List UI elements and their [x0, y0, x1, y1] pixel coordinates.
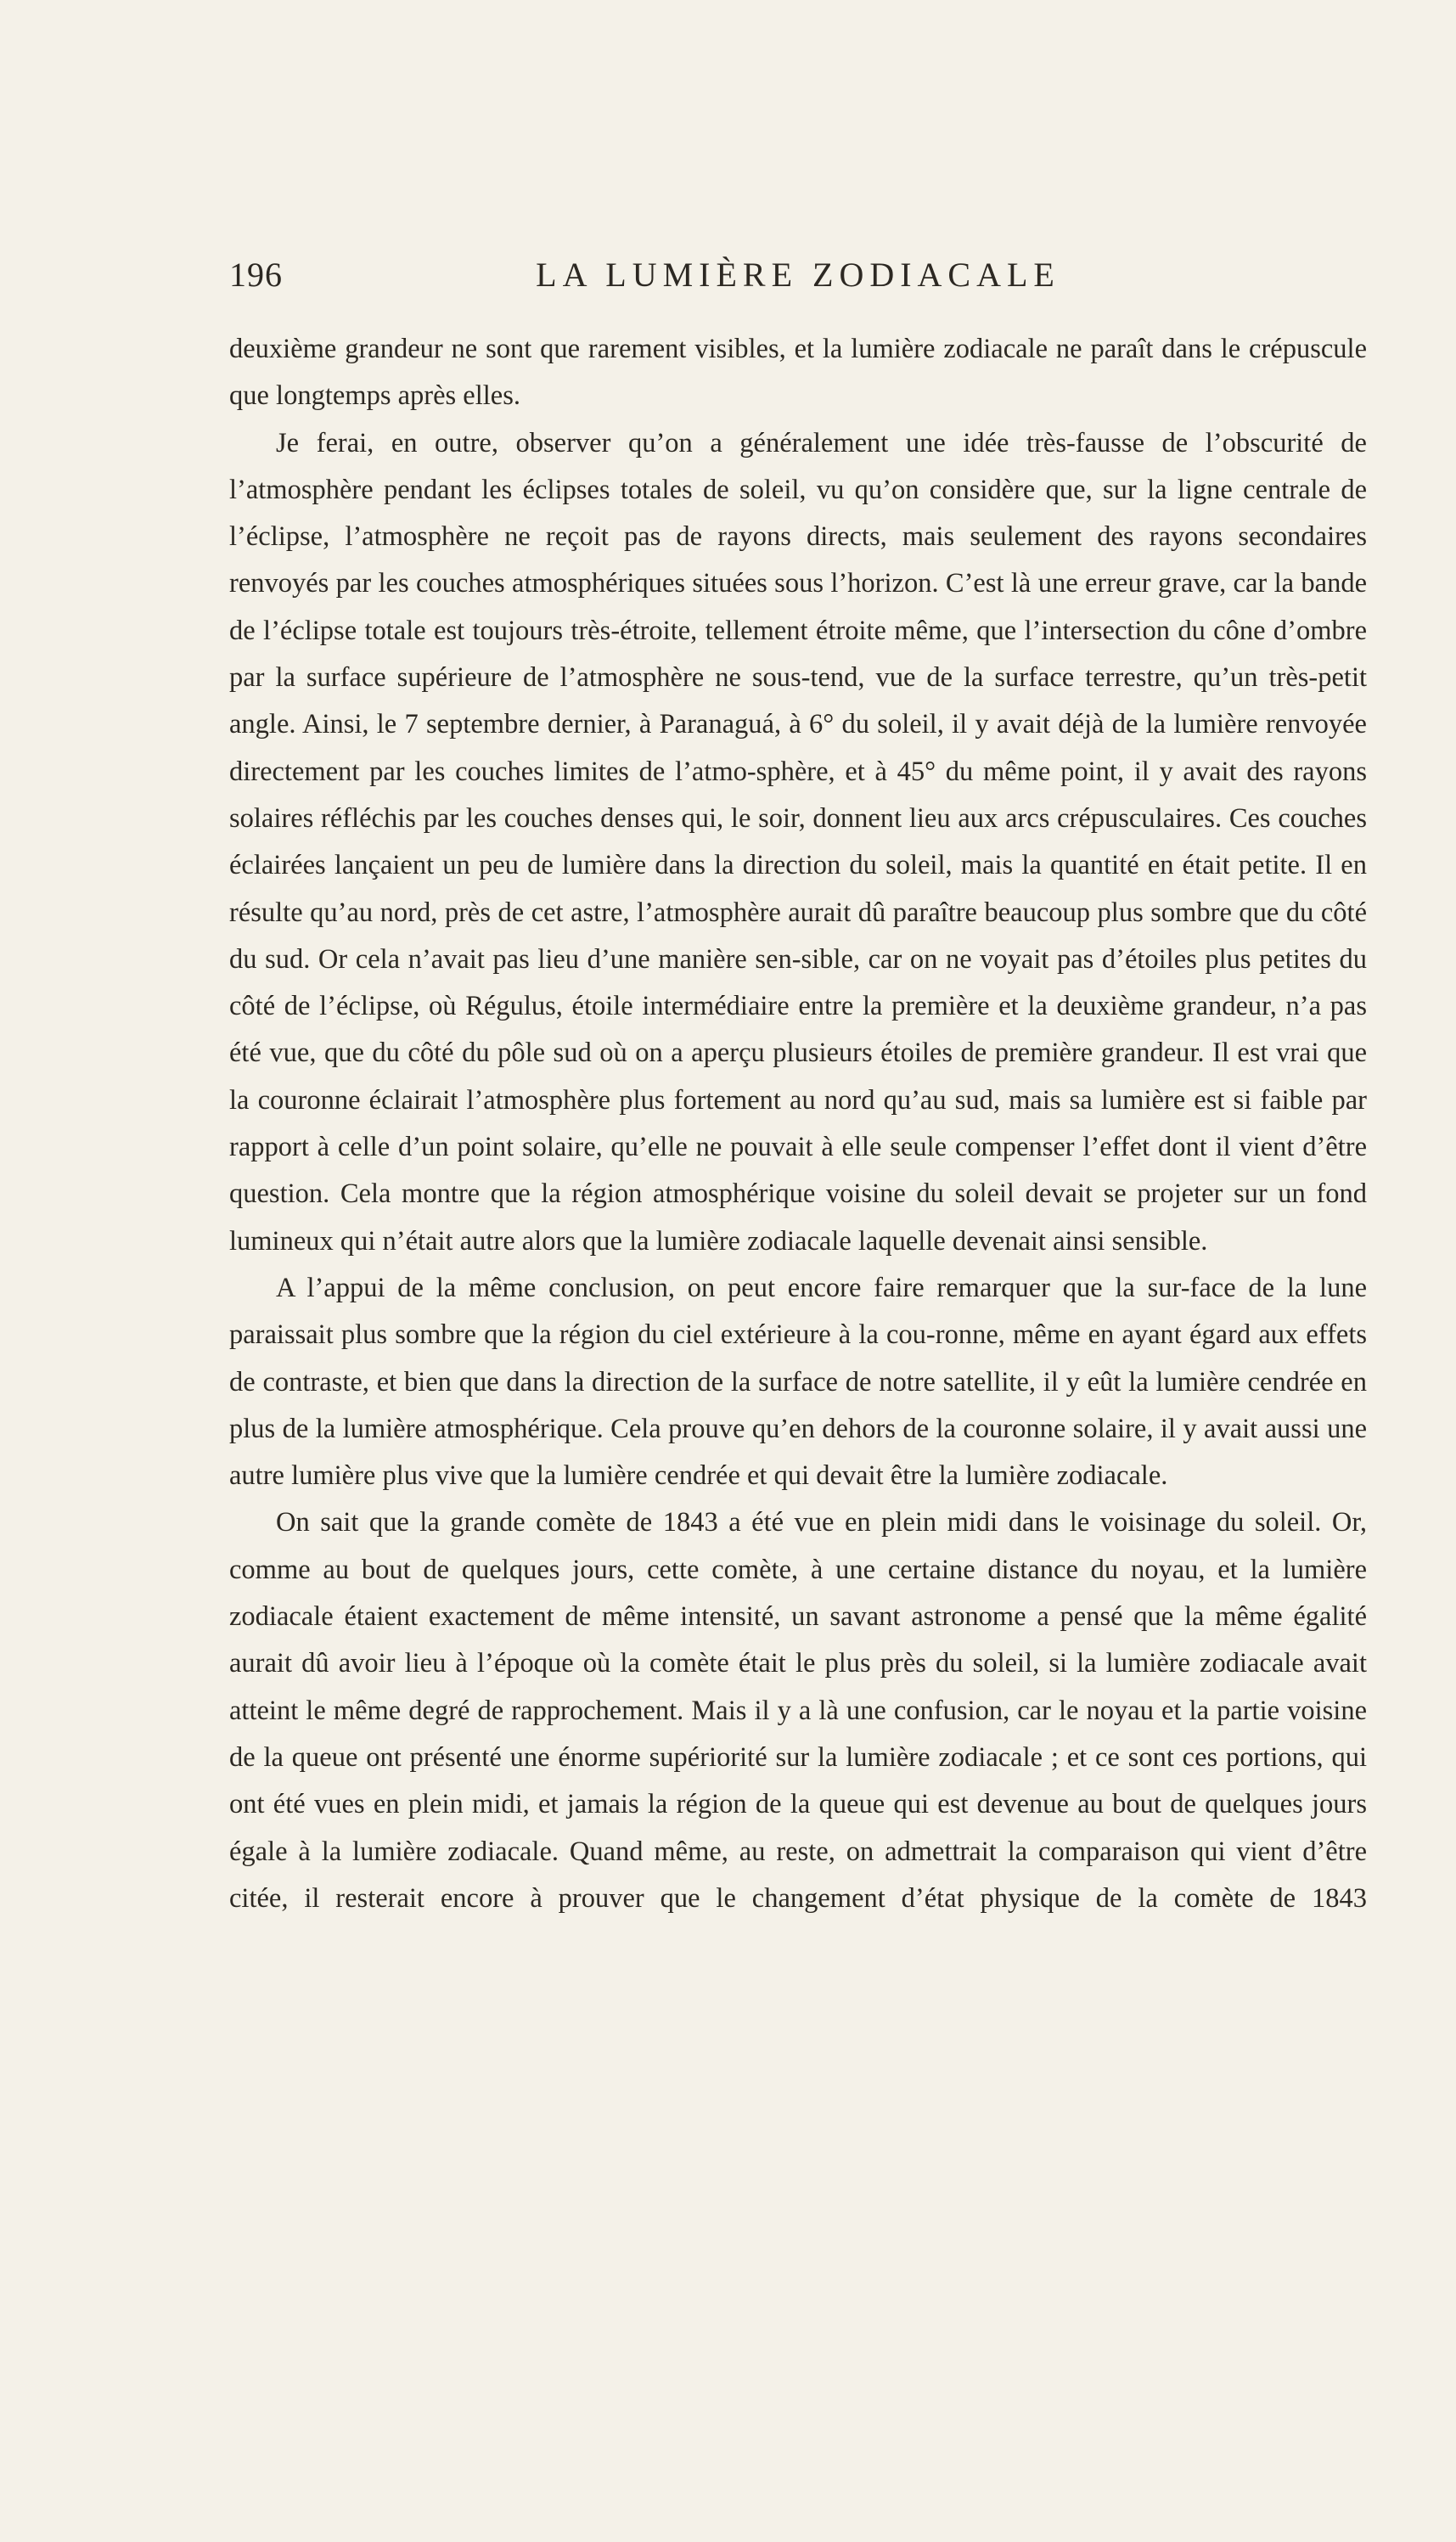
paragraph: A l’appui de la même conclusion, on peut encore faire remarquer que la sur-face de la lune paraissait plus sombre que la région du ciel extérieure à la cou-ronne, même en ayant égard aux effets de contraste, et bien que dans la direction de la surface de notre satellite, il y eût la lumière cendrée en plus de la lumière atmosphérique. Cela prouve qu’en dehors de la couronne solaire, il y avait aussi une autre lumière plus vive que la lumière cendrée et qui devait être la lumière zodiacale. — [229, 1272, 1367, 1492]
running-head — [229, 255, 1367, 306]
paragraph: deuxième grandeur ne sont que rarement visibles, et la lumière zodiacale ne paraît dans le crépuscule que longtemps après elles. — [229, 334, 1367, 412]
page-number: 196 — [229, 256, 283, 294]
body-text — [229, 326, 1367, 1922]
running-title: LA LUMIÈRE ZODIACALE — [536, 256, 1060, 294]
paragraph: On sait que la grande comète de 1843 a été vue en plein midi dans le voisinage du soleil. Or, comme au bout de quelques jours, cette comète, à une certaine distance du noyau, et la lumière zodiacale étaient exactement de même intensité, un savant astronome a pensé que la même égalité aurait dû avoir lieu à l’époque où la comète était le plus près du soleil, si la lumière zodiacale avait atteint le même degré de rapprochement. Mais il y a là une confusion, car le noyau et la partie voisine de la queue ont présenté une énorme supériorité sur la lumière zodiacale ; et ce sont ces portions, qui ont été vues en plein midi, et jamais la région de la queue qui est devenue au bout de quelques jours égale à la lumière zodiacale. Quand même, au reste, on admettrait la comparaison qui vient d’être citée, il resterait encore à prouver que le changement d’état physique de la comète de 1843 — [229, 1507, 1367, 1914]
paragraph: Je ferai, en outre, observer qu’on a généralement une idée très-fausse de l’obscurité de l’atmosphère pendant les éclipses totales de soleil, vu qu’on considère que, sur la ligne centrale de l’éclipse, l’atmosphère ne reçoit pas de rayons directs, mais seulement des rayons secondaires renvoyés par les couches atmosphériques situées sous l’horizon. C’est là une erreur grave, car la bande de l’éclipse totale est toujours très-étroite, tellement étroite même, que l’intersection du cône d’ombre par la surface supérieure de l’atmosphère ne sous-tend, vue de la surface terrestre, qu’un très-petit angle. Ainsi, le 7 septembre dernier, à Paranaguá, à 6° du soleil, il y avait déjà de la lumière renvoyée directement par les couches limites de l’atmo-sphère, et à 45° du même point, il y avait des rayons solaires réfléchis par les couches denses qui, le soir, donnent lieu aux arcs crépusculaires. Ces couches éclairées lançaient un peu de lumière dans la direction du soleil, mais la quantité en était petite. Il en résulte qu’au nord, près de cet astre, l’atmosphère aurait dû paraître beaucoup plus sombre que du côté du sud. Or cela n’avait pas lieu d’une manière sen-sible, car on ne voyait pas d’étoiles plus petites du côté de l’éclipse, où Régulus, étoile intermédiaire entre la première et la deuxième grandeur, n’a pas été vue, que du côté du pôle sud où on a aperçu plusieurs étoiles de première grandeur. Il est vrai que la couronne éclairait l’atmosphère plus fortement au nord qu’au sud, mais sa lumière est si faible par rapport à celle d’un point solaire, qu’elle ne pouvait à elle seule compenser l’effet dont il vient d’être question. Cela montre que la région atmosphérique voisine du soleil devait se projeter sur un fond lumineux qui n’était autre alors que la lumière zodiacale laquelle devenait ainsi sensible. — [229, 427, 1367, 1257]
